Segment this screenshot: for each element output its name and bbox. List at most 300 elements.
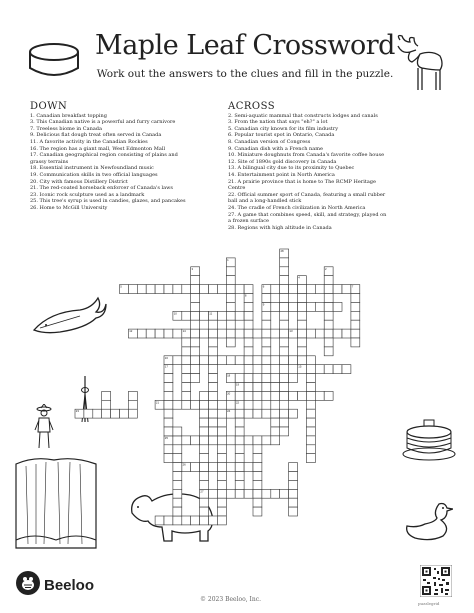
grid-cell[interactable] bbox=[209, 463, 218, 472]
grid-cell[interactable] bbox=[209, 400, 218, 409]
grid-cell[interactable] bbox=[200, 285, 209, 294]
grid-cell[interactable] bbox=[324, 391, 333, 400]
grid-cell[interactable] bbox=[280, 409, 289, 418]
grid-cell[interactable] bbox=[164, 285, 173, 294]
grid-cell[interactable] bbox=[262, 374, 271, 383]
grid-cell[interactable] bbox=[324, 320, 333, 329]
grid-cell[interactable] bbox=[244, 436, 253, 445]
grid-cell[interactable] bbox=[200, 516, 209, 525]
grid-cell[interactable] bbox=[280, 347, 289, 356]
grid-cell[interactable] bbox=[253, 391, 262, 400]
grid-cell[interactable] bbox=[262, 329, 271, 338]
grid-cell[interactable] bbox=[191, 516, 200, 525]
grid-cell[interactable] bbox=[200, 427, 209, 436]
grid-cell[interactable] bbox=[209, 418, 218, 427]
grid-cell[interactable] bbox=[280, 320, 289, 329]
grid-cell[interactable] bbox=[280, 383, 289, 392]
grid-cell[interactable] bbox=[182, 400, 191, 409]
grid-cell[interactable] bbox=[102, 409, 111, 418]
grid-cell[interactable] bbox=[226, 356, 235, 365]
grid-cell[interactable] bbox=[200, 391, 209, 400]
grid-cell[interactable] bbox=[298, 320, 307, 329]
grid-cell[interactable] bbox=[235, 436, 244, 445]
grid-cell[interactable] bbox=[209, 516, 218, 525]
grid-cell[interactable] bbox=[209, 409, 218, 418]
grid-cell[interactable] bbox=[280, 365, 289, 374]
grid-cell[interactable] bbox=[200, 356, 209, 365]
grid-cell[interactable] bbox=[191, 338, 200, 347]
grid-cell[interactable] bbox=[235, 445, 244, 454]
grid-cell[interactable] bbox=[298, 347, 307, 356]
grid-cell[interactable] bbox=[209, 427, 218, 436]
grid-cell[interactable] bbox=[244, 347, 253, 356]
grid-cell[interactable] bbox=[351, 294, 360, 303]
grid-cell[interactable] bbox=[191, 365, 200, 374]
grid-cell[interactable] bbox=[298, 294, 307, 303]
grid-cell[interactable] bbox=[315, 285, 324, 294]
grid-cell[interactable] bbox=[200, 400, 209, 409]
grid-cell[interactable] bbox=[244, 374, 253, 383]
grid-cell[interactable] bbox=[217, 436, 226, 445]
grid-cell[interactable] bbox=[200, 454, 209, 463]
grid-cell[interactable] bbox=[342, 329, 351, 338]
grid-cell[interactable] bbox=[280, 258, 289, 267]
grid-cell[interactable] bbox=[262, 383, 271, 392]
grid-cell[interactable] bbox=[217, 454, 226, 463]
grid-cell[interactable] bbox=[226, 463, 235, 472]
grid-cell[interactable] bbox=[164, 427, 173, 436]
grid-cell[interactable] bbox=[191, 285, 200, 294]
grid-cell[interactable] bbox=[191, 329, 200, 338]
grid-cell[interactable] bbox=[235, 427, 244, 436]
grid-cell[interactable] bbox=[253, 507, 262, 516]
grid-cell[interactable] bbox=[280, 302, 289, 311]
grid-cell[interactable] bbox=[209, 347, 218, 356]
grid-cell[interactable] bbox=[226, 302, 235, 311]
grid-cell[interactable] bbox=[306, 374, 315, 383]
grid-cell[interactable] bbox=[244, 302, 253, 311]
grid-cell[interactable] bbox=[271, 391, 280, 400]
grid-cell[interactable] bbox=[209, 329, 218, 338]
grid-cell[interactable] bbox=[253, 454, 262, 463]
grid-cell[interactable] bbox=[324, 329, 333, 338]
grid-cell[interactable] bbox=[164, 418, 173, 427]
grid-cell[interactable] bbox=[315, 329, 324, 338]
grid-cell[interactable] bbox=[262, 338, 271, 347]
grid-cell[interactable] bbox=[173, 427, 182, 436]
grid-cell[interactable] bbox=[217, 463, 226, 472]
grid-cell[interactable] bbox=[271, 329, 280, 338]
grid-cell[interactable] bbox=[280, 374, 289, 383]
grid-cell[interactable] bbox=[173, 454, 182, 463]
grid-cell[interactable] bbox=[146, 329, 155, 338]
grid-cell[interactable] bbox=[173, 356, 182, 365]
grid-cell[interactable] bbox=[351, 302, 360, 311]
grid-cell[interactable] bbox=[235, 409, 244, 418]
grid-cell[interactable] bbox=[324, 302, 333, 311]
grid-cell[interactable] bbox=[289, 489, 298, 498]
grid-cell[interactable] bbox=[155, 516, 164, 525]
grid-cell[interactable] bbox=[200, 472, 209, 481]
grid-cell[interactable] bbox=[280, 329, 289, 338]
grid-cell[interactable] bbox=[306, 391, 315, 400]
grid-cell[interactable] bbox=[200, 311, 209, 320]
grid-cell[interactable] bbox=[351, 338, 360, 347]
grid-cell[interactable] bbox=[244, 391, 253, 400]
grid-cell[interactable] bbox=[173, 329, 182, 338]
grid-cell[interactable] bbox=[226, 267, 235, 276]
grid-cell[interactable] bbox=[128, 391, 137, 400]
grid-cell[interactable] bbox=[164, 409, 173, 418]
grid-cell[interactable] bbox=[289, 285, 298, 294]
grid-cell[interactable] bbox=[298, 338, 307, 347]
grid-cell[interactable] bbox=[253, 374, 262, 383]
grid-cell[interactable] bbox=[306, 365, 315, 374]
grid-cell[interactable] bbox=[253, 445, 262, 454]
grid-cell[interactable] bbox=[217, 445, 226, 454]
grid-cell[interactable] bbox=[333, 365, 342, 374]
grid-cell[interactable] bbox=[253, 489, 262, 498]
grid-cell[interactable] bbox=[217, 311, 226, 320]
grid-cell[interactable] bbox=[235, 418, 244, 427]
grid-cell[interactable] bbox=[253, 472, 262, 481]
grid-cell[interactable] bbox=[209, 338, 218, 347]
grid-cell[interactable] bbox=[244, 338, 253, 347]
grid-cell[interactable] bbox=[191, 302, 200, 311]
grid-cell[interactable] bbox=[137, 329, 146, 338]
grid-cell[interactable] bbox=[280, 311, 289, 320]
grid-cell[interactable] bbox=[315, 302, 324, 311]
grid-cell[interactable] bbox=[280, 391, 289, 400]
grid-cell[interactable] bbox=[128, 409, 137, 418]
grid-cell[interactable] bbox=[298, 329, 307, 338]
grid-cell[interactable] bbox=[324, 365, 333, 374]
grid-cell[interactable] bbox=[226, 276, 235, 285]
grid-cell[interactable] bbox=[173, 436, 182, 445]
grid-cell[interactable] bbox=[217, 498, 226, 507]
grid-cell[interactable] bbox=[217, 489, 226, 498]
grid-cell[interactable] bbox=[235, 463, 244, 472]
grid-cell[interactable] bbox=[324, 294, 333, 303]
grid-cell[interactable] bbox=[306, 436, 315, 445]
grid-cell[interactable] bbox=[173, 498, 182, 507]
grid-cell[interactable] bbox=[173, 445, 182, 454]
grid-cell[interactable] bbox=[191, 276, 200, 285]
grid-cell[interactable] bbox=[182, 516, 191, 525]
grid-cell[interactable] bbox=[164, 383, 173, 392]
grid-cell[interactable] bbox=[226, 285, 235, 294]
grid-cell[interactable] bbox=[244, 311, 253, 320]
grid-cell[interactable] bbox=[200, 436, 209, 445]
grid-cell[interactable] bbox=[315, 365, 324, 374]
grid-cell[interactable] bbox=[173, 472, 182, 481]
grid-cell[interactable] bbox=[306, 383, 315, 392]
grid-cell[interactable] bbox=[173, 516, 182, 525]
grid-cell[interactable] bbox=[306, 418, 315, 427]
grid-cell[interactable] bbox=[164, 374, 173, 383]
grid-cell[interactable] bbox=[333, 285, 342, 294]
grid-cell[interactable] bbox=[271, 383, 280, 392]
grid-cell[interactable] bbox=[235, 285, 244, 294]
grid-cell[interactable] bbox=[306, 445, 315, 454]
grid-cell[interactable] bbox=[271, 418, 280, 427]
grid-cell[interactable] bbox=[226, 489, 235, 498]
grid-cell[interactable] bbox=[351, 329, 360, 338]
grid-cell[interactable] bbox=[262, 436, 271, 445]
grid-cell[interactable] bbox=[298, 356, 307, 365]
grid-cell[interactable] bbox=[324, 276, 333, 285]
grid-cell[interactable] bbox=[217, 356, 226, 365]
grid-cell[interactable] bbox=[244, 320, 253, 329]
grid-cell[interactable] bbox=[289, 302, 298, 311]
grid-cell[interactable] bbox=[306, 329, 315, 338]
grid-cell[interactable] bbox=[271, 409, 280, 418]
grid-cell[interactable] bbox=[253, 356, 262, 365]
grid-cell[interactable] bbox=[244, 356, 253, 365]
grid-cell[interactable] bbox=[289, 472, 298, 481]
grid-cell[interactable] bbox=[191, 436, 200, 445]
grid-cell[interactable] bbox=[289, 480, 298, 489]
grid-cell[interactable] bbox=[280, 338, 289, 347]
grid-cell[interactable] bbox=[298, 285, 307, 294]
grid-cell[interactable] bbox=[315, 391, 324, 400]
grid-cell[interactable] bbox=[191, 320, 200, 329]
grid-cell[interactable] bbox=[271, 427, 280, 436]
grid-cell[interactable] bbox=[191, 374, 200, 383]
grid-cell[interactable] bbox=[271, 489, 280, 498]
grid-cell[interactable] bbox=[209, 365, 218, 374]
grid-cell[interactable] bbox=[84, 409, 93, 418]
grid-cell[interactable] bbox=[289, 374, 298, 383]
grid-cell[interactable] bbox=[280, 356, 289, 365]
grid-cell[interactable] bbox=[200, 480, 209, 489]
grid-cell[interactable] bbox=[280, 418, 289, 427]
grid-cell[interactable] bbox=[217, 400, 226, 409]
grid-cell[interactable] bbox=[262, 356, 271, 365]
grid-cell[interactable] bbox=[324, 285, 333, 294]
grid-cell[interactable] bbox=[217, 516, 226, 525]
grid-cell[interactable] bbox=[235, 472, 244, 481]
grid-cell[interactable] bbox=[289, 409, 298, 418]
grid-cell[interactable] bbox=[137, 285, 146, 294]
grid-cell[interactable] bbox=[306, 427, 315, 436]
grid-cell[interactable] bbox=[155, 285, 164, 294]
grid-cell[interactable] bbox=[253, 329, 262, 338]
grid-cell[interactable] bbox=[306, 302, 315, 311]
grid-cell[interactable] bbox=[173, 285, 182, 294]
grid-cell[interactable] bbox=[164, 445, 173, 454]
grid-cell[interactable] bbox=[217, 285, 226, 294]
grid-cell[interactable] bbox=[146, 285, 155, 294]
grid-cell[interactable] bbox=[191, 294, 200, 303]
grid-cell[interactable] bbox=[262, 489, 271, 498]
grid-cell[interactable] bbox=[333, 302, 342, 311]
grid-cell[interactable] bbox=[262, 391, 271, 400]
grid-cell[interactable] bbox=[253, 383, 262, 392]
grid-cell[interactable] bbox=[235, 311, 244, 320]
grid-cell[interactable] bbox=[235, 454, 244, 463]
grid-cell[interactable] bbox=[351, 320, 360, 329]
grid-cell[interactable] bbox=[244, 409, 253, 418]
grid-cell[interactable] bbox=[164, 391, 173, 400]
grid-cell[interactable] bbox=[182, 436, 191, 445]
grid-cell[interactable] bbox=[271, 285, 280, 294]
grid-cell[interactable] bbox=[253, 436, 262, 445]
grid-cell[interactable] bbox=[182, 338, 191, 347]
grid-cell[interactable] bbox=[244, 285, 253, 294]
grid-cell[interactable] bbox=[333, 329, 342, 338]
grid-cell[interactable] bbox=[209, 356, 218, 365]
grid-cell[interactable] bbox=[280, 294, 289, 303]
grid-cell[interactable] bbox=[226, 400, 235, 409]
grid-cell[interactable] bbox=[217, 418, 226, 427]
grid-cell[interactable] bbox=[235, 356, 244, 365]
grid-cell[interactable] bbox=[280, 276, 289, 285]
grid-cell[interactable] bbox=[253, 498, 262, 507]
grid-cell[interactable] bbox=[209, 391, 218, 400]
grid-cell[interactable] bbox=[244, 329, 253, 338]
grid-cell[interactable] bbox=[164, 454, 173, 463]
grid-cell[interactable] bbox=[200, 463, 209, 472]
grid-cell[interactable] bbox=[182, 347, 191, 356]
grid-cell[interactable] bbox=[120, 409, 129, 418]
grid-cell[interactable] bbox=[164, 329, 173, 338]
grid-cell[interactable] bbox=[235, 480, 244, 489]
grid-cell[interactable] bbox=[93, 409, 102, 418]
grid-cell[interactable] bbox=[244, 383, 253, 392]
grid-cell[interactable] bbox=[173, 463, 182, 472]
grid-cell[interactable] bbox=[191, 400, 200, 409]
grid-cell[interactable] bbox=[226, 311, 235, 320]
grid-cell[interactable] bbox=[209, 374, 218, 383]
grid-cell[interactable] bbox=[209, 383, 218, 392]
grid-cell[interactable] bbox=[182, 374, 191, 383]
grid-cell[interactable] bbox=[209, 489, 218, 498]
grid-cell[interactable] bbox=[182, 356, 191, 365]
grid-cell[interactable] bbox=[298, 311, 307, 320]
grid-cell[interactable] bbox=[200, 418, 209, 427]
grid-cell[interactable] bbox=[280, 267, 289, 276]
grid-cell[interactable] bbox=[289, 498, 298, 507]
grid-cell[interactable] bbox=[182, 383, 191, 392]
grid-cell[interactable] bbox=[298, 302, 307, 311]
grid-cell[interactable] bbox=[200, 409, 209, 418]
grid-cell[interactable] bbox=[324, 347, 333, 356]
grid-cell[interactable] bbox=[111, 409, 120, 418]
grid-cell[interactable] bbox=[280, 400, 289, 409]
grid-cell[interactable] bbox=[209, 436, 218, 445]
grid-cell[interactable] bbox=[217, 427, 226, 436]
grid-cell[interactable] bbox=[235, 391, 244, 400]
grid-cell[interactable] bbox=[306, 356, 315, 365]
grid-cell[interactable] bbox=[217, 480, 226, 489]
grid-cell[interactable] bbox=[235, 329, 244, 338]
grid-cell[interactable] bbox=[235, 374, 244, 383]
grid-cell[interactable] bbox=[217, 507, 226, 516]
grid-cell[interactable] bbox=[191, 356, 200, 365]
grid-cell[interactable] bbox=[262, 347, 271, 356]
grid-cell[interactable] bbox=[173, 489, 182, 498]
grid-cell[interactable] bbox=[253, 409, 262, 418]
grid-cell[interactable] bbox=[128, 400, 137, 409]
grid-cell[interactable] bbox=[226, 436, 235, 445]
grid-cell[interactable] bbox=[289, 463, 298, 472]
grid-cell[interactable] bbox=[191, 311, 200, 320]
grid-cell[interactable] bbox=[191, 347, 200, 356]
grid-cell[interactable] bbox=[244, 365, 253, 374]
grid-cell[interactable] bbox=[289, 507, 298, 516]
grid-cell[interactable] bbox=[182, 285, 191, 294]
grid-cell[interactable] bbox=[191, 463, 200, 472]
grid-cell[interactable] bbox=[271, 374, 280, 383]
grid-cell[interactable] bbox=[173, 400, 182, 409]
grid-cell[interactable] bbox=[209, 320, 218, 329]
grid-cell[interactable] bbox=[289, 356, 298, 365]
grid-cell[interactable] bbox=[182, 311, 191, 320]
grid-cell[interactable] bbox=[164, 516, 173, 525]
grid-cell[interactable] bbox=[209, 285, 218, 294]
grid-cell[interactable] bbox=[298, 391, 307, 400]
grid-cell[interactable] bbox=[182, 365, 191, 374]
grid-cell[interactable] bbox=[262, 311, 271, 320]
grid-cell[interactable] bbox=[253, 480, 262, 489]
grid-cell[interactable] bbox=[102, 391, 111, 400]
grid-cell[interactable] bbox=[262, 400, 271, 409]
grid-cell[interactable] bbox=[217, 329, 226, 338]
grid-cell[interactable] bbox=[271, 436, 280, 445]
grid-cell[interactable] bbox=[244, 400, 253, 409]
grid-cell[interactable] bbox=[306, 285, 315, 294]
grid-cell[interactable] bbox=[200, 507, 209, 516]
grid-cell[interactable] bbox=[351, 311, 360, 320]
grid-cell[interactable] bbox=[306, 454, 315, 463]
grid-cell[interactable] bbox=[200, 329, 209, 338]
grid-cell[interactable] bbox=[306, 409, 315, 418]
grid-cell[interactable] bbox=[262, 365, 271, 374]
grid-cell[interactable] bbox=[164, 400, 173, 409]
grid-cell[interactable] bbox=[200, 445, 209, 454]
grid-cell[interactable] bbox=[262, 320, 271, 329]
grid-cell[interactable] bbox=[280, 489, 289, 498]
grid-cell[interactable] bbox=[235, 489, 244, 498]
grid-cell[interactable] bbox=[200, 498, 209, 507]
grid-cell[interactable] bbox=[324, 338, 333, 347]
grid-cell[interactable] bbox=[280, 285, 289, 294]
grid-cell[interactable] bbox=[342, 285, 351, 294]
grid-cell[interactable] bbox=[306, 400, 315, 409]
grid-cell[interactable] bbox=[226, 329, 235, 338]
grid-cell[interactable] bbox=[324, 311, 333, 320]
grid-cell[interactable] bbox=[155, 329, 164, 338]
grid-cell[interactable] bbox=[280, 427, 289, 436]
grid-cell[interactable] bbox=[128, 285, 137, 294]
grid-cell[interactable] bbox=[182, 391, 191, 400]
grid-cell[interactable] bbox=[173, 507, 182, 516]
grid-cell[interactable] bbox=[244, 463, 253, 472]
grid-cell[interactable] bbox=[102, 400, 111, 409]
grid-cell[interactable] bbox=[271, 302, 280, 311]
grid-cell[interactable] bbox=[226, 338, 235, 347]
grid-cell[interactable] bbox=[262, 409, 271, 418]
grid-cell[interactable] bbox=[226, 294, 235, 303]
grid-cell[interactable] bbox=[262, 294, 271, 303]
grid-cell[interactable] bbox=[253, 463, 262, 472]
grid-cell[interactable] bbox=[217, 472, 226, 481]
grid-cell[interactable] bbox=[342, 365, 351, 374]
grid-cell[interactable] bbox=[244, 489, 253, 498]
grid-cell[interactable] bbox=[226, 320, 235, 329]
grid-cell[interactable] bbox=[173, 480, 182, 489]
